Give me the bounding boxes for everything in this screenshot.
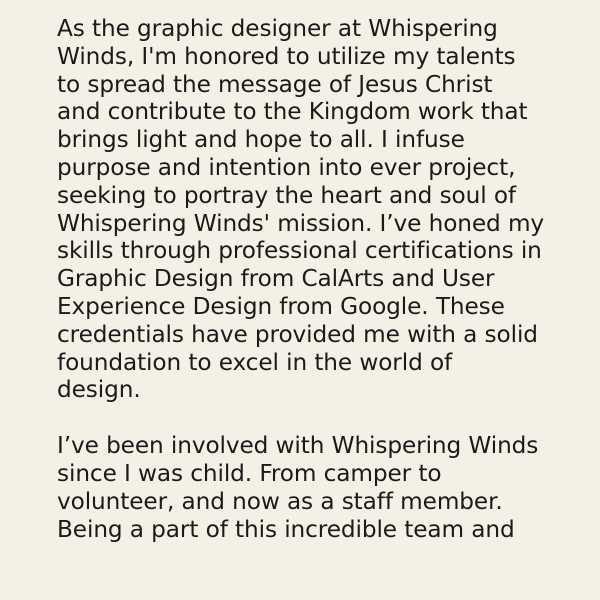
text-line: purpose and intention into ever project, (57, 153, 516, 181)
text-line: volunteer, and now as a staff member. (57, 487, 503, 515)
bio-text (57, 15, 587, 543)
text-line: to spread the message of Jesus Christ (57, 70, 493, 98)
text-line: credentials have provided me with a solid (57, 320, 538, 348)
text-line: since I was child. From camper to (57, 459, 442, 487)
paragraph-1 (57, 15, 587, 404)
paragraph-2 (57, 432, 587, 543)
text-line: design. (57, 376, 141, 404)
text-line: Whispering Winds' mission. I’ve honed my (57, 209, 545, 237)
text-line: Experience Design from Google. These (57, 292, 505, 320)
text-line: Graphic Design from CalArts and User (57, 265, 495, 293)
text-line: Winds, I'm honored to utilize my talents (57, 42, 516, 70)
text-line: Being a part of this incredible team and (57, 515, 515, 543)
text-line: seeking to portray the heart and soul of (57, 181, 516, 209)
text-line: brings light and hope to all. I infuse (57, 126, 465, 154)
text-line: foundation to excel in the world of (57, 348, 453, 376)
text-line: and contribute to the Kingdom work that (57, 98, 528, 126)
text-line: I’ve been involved with Whispering Winds (57, 432, 539, 460)
text-line: skills through professional certifications in (57, 237, 542, 265)
text-line: As the graphic designer at Whispering (57, 15, 498, 42)
